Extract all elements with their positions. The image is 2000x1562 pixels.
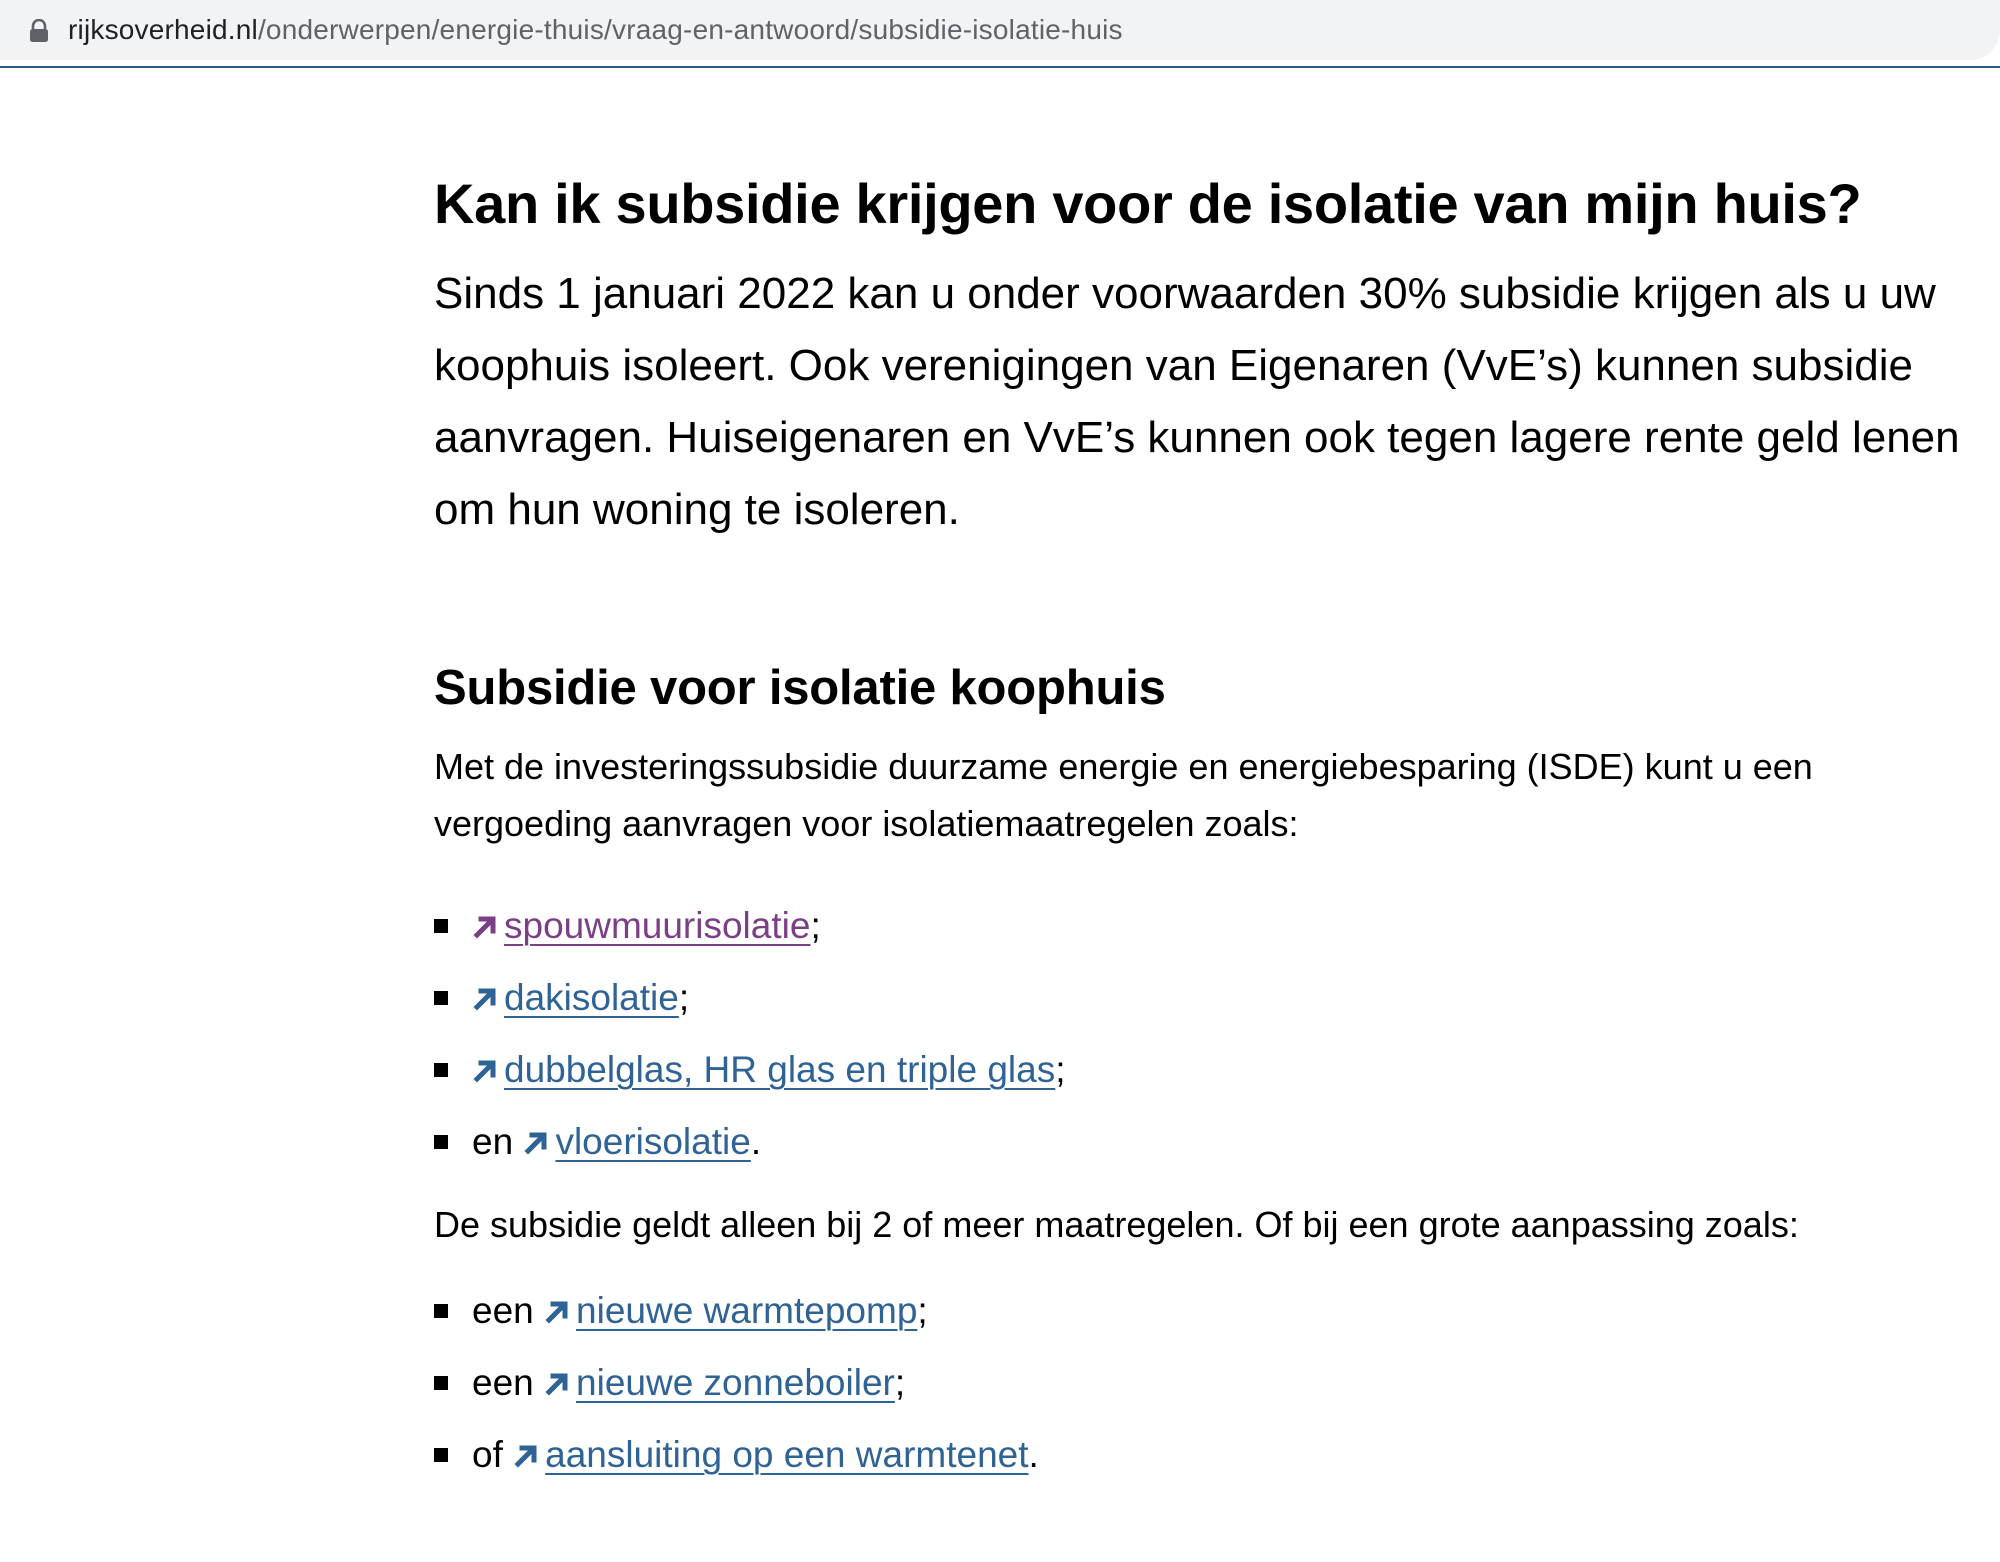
external-link-arrow-icon bbox=[523, 1129, 549, 1155]
external-link-arrow-icon bbox=[544, 1298, 570, 1324]
article bbox=[434, 160, 1974, 1491]
external-link-arrow-icon bbox=[472, 985, 498, 1011]
square-bullet bbox=[434, 1376, 448, 1390]
square-bullet bbox=[434, 1063, 448, 1077]
url-path: /onderwerpen/energie-thuis/vraag-en-antwoord/subsidie-isolatie-huis bbox=[257, 14, 1123, 45]
external-link-arrow-icon bbox=[513, 1442, 539, 1468]
link-dubbelglas[interactable]: dubbelglas, HR glas en triple glas bbox=[504, 1049, 1056, 1090]
list-item: dubbelglas, HR glas en triple glas; bbox=[434, 1034, 1974, 1106]
link-spouwmuurisolatie[interactable]: spouwmuurisolatie bbox=[504, 905, 811, 946]
section-paragraph: Met de investeringssubsidie duurzame energie en energiebesparing (ISDE) kunt u een vergoeding aanvragen voor isolatiemaatregelen zoals: bbox=[434, 746, 1813, 844]
external-link-arrow-icon bbox=[472, 913, 498, 939]
link-vloerisolatie[interactable]: vloerisolatie bbox=[555, 1121, 751, 1162]
list-item: of aansluiting op een warmtenet. bbox=[434, 1419, 1974, 1491]
alternatives-list bbox=[434, 1275, 1974, 1491]
intro-paragraph: Sinds 1 januari 2022 kan u onder voorwaarden 30% subsidie krijgen als u uw koophuis isoleert. Ook verenigingen van Eigenaren (VvE’s) kunnen subsidie aanvragen. Huiseigenaren en VvE’s kunnen ook tegen lagere rente geld lenen om hun woning te isoleren. bbox=[434, 269, 1960, 534]
url-field[interactable] bbox=[0, 0, 2000, 60]
link-dakisolatie[interactable]: dakisolatie bbox=[504, 977, 679, 1018]
link-warmtepomp[interactable]: nieuwe warmtepomp bbox=[576, 1290, 918, 1331]
measures-list bbox=[434, 890, 1974, 1178]
list-item: en vloerisolatie. bbox=[434, 1106, 1974, 1178]
link-zonneboiler[interactable]: nieuwe zonneboiler bbox=[576, 1362, 895, 1403]
square-bullet bbox=[434, 991, 448, 1005]
url-text[interactable] bbox=[68, 12, 1123, 48]
square-bullet bbox=[434, 1135, 448, 1149]
page-title: Kan ik subsidie krijgen voor de isolatie van mijn huis? bbox=[434, 172, 1862, 235]
lock-icon[interactable] bbox=[28, 19, 50, 43]
link-warmtenet[interactable]: aansluiting op een warmtenet bbox=[545, 1434, 1029, 1475]
square-bullet bbox=[434, 919, 448, 933]
square-bullet bbox=[434, 1448, 448, 1462]
square-bullet bbox=[434, 1304, 448, 1318]
browser-address-bar bbox=[0, 0, 2000, 68]
list-item: een nieuwe warmtepomp; bbox=[434, 1275, 1974, 1347]
list-item: een nieuwe zonneboiler; bbox=[434, 1347, 1974, 1419]
list-item: spouwmuurisolatie; bbox=[434, 890, 1974, 962]
external-link-arrow-icon bbox=[472, 1057, 498, 1083]
url-domain: rijksoverheid.nl bbox=[68, 14, 258, 45]
section-heading: Subsidie voor isolatie koophuis bbox=[434, 661, 1166, 715]
condition-paragraph: De subsidie geldt alleen bij 2 of meer maatregelen. Of bij een grote aanpassing zoals: bbox=[434, 1204, 1799, 1245]
external-link-arrow-icon bbox=[544, 1370, 570, 1396]
list-item: dakisolatie; bbox=[434, 962, 1974, 1034]
